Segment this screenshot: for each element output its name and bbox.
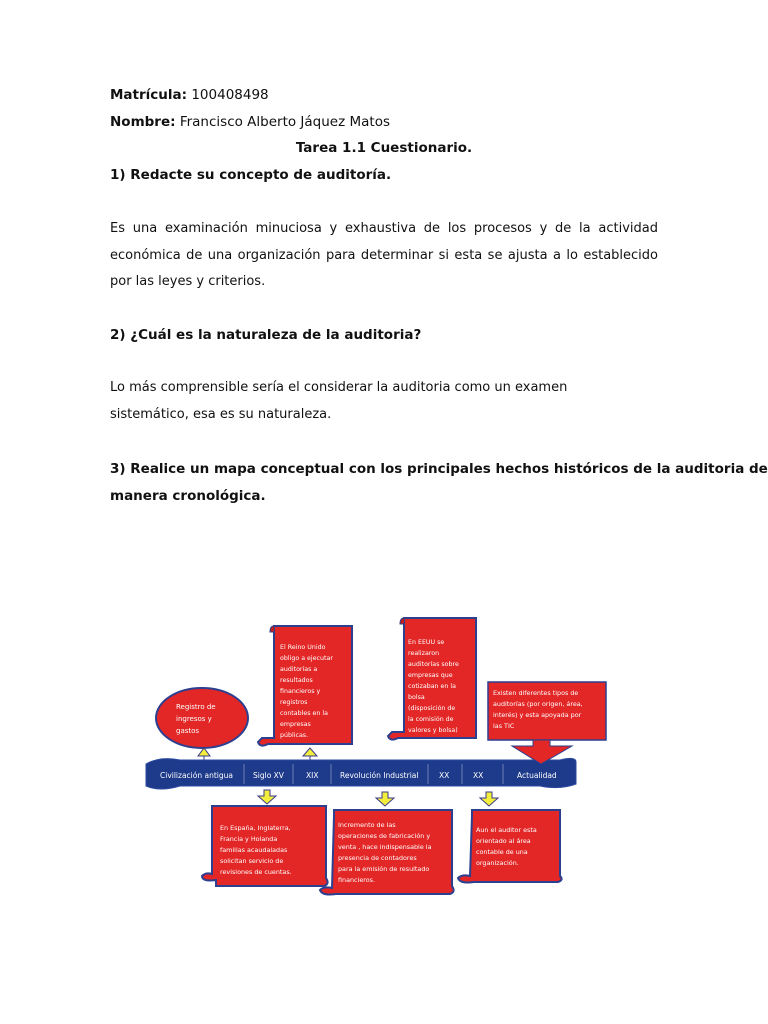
uk-text-1: obligo a ejecutar [280, 655, 333, 662]
document-title: Tarea 1.1 Cuestionario. [295, 140, 473, 156]
timeline-label-3: Revolución Industrial [340, 771, 419, 780]
actual-text-0: Existen diferentes tipos de [493, 689, 579, 697]
auditor-text-1: orientado al área [476, 837, 531, 845]
arrow-down-2 [376, 792, 394, 806]
auditor-text-2: contable de una [476, 848, 528, 856]
eeuu-text-4: cotizaban en la [408, 683, 457, 690]
question-2: 2) ¿Cuál es la naturaleza de la auditoria? [110, 327, 422, 343]
incremento-text-1: operaciones de fabricación y [338, 832, 431, 840]
uk-text-2: auditorías a [280, 666, 318, 673]
uk-text-3: resultados [280, 677, 313, 684]
scroll-auditor [458, 810, 562, 883]
ellipse-text-1: ingresos y [176, 715, 212, 723]
espana-text-0: En España, Inglaterra, [220, 824, 291, 832]
actual-text-3: las TIC [493, 722, 515, 730]
answer-1: Es una examinación minuciosa y exhaustiva de los procesos y de la actividad económica de una organización para determinar si esta se ajusta a lo establecido por las leyes y criterios. [110, 221, 658, 289]
nombre-value: Francisco Alberto Jáquez Matos [179, 114, 390, 130]
eeuu-text-5: bolsa [408, 694, 425, 701]
question-1: 1) Redacte su concepto de auditoría. [110, 167, 392, 183]
espana-text-3: solicitan servicio de [220, 857, 284, 865]
matricula-line [110, 87, 269, 103]
matricula-label: Matrícula: [110, 87, 188, 103]
ellipse-text-2: gastos [176, 727, 200, 735]
eeuu-text-2: auditorías sobre [408, 661, 459, 668]
question-3-line-1: 3) Realice un mapa conceptual con los principales hechos históricos de la auditoria de [110, 461, 768, 477]
timeline-label-2: XIX [306, 771, 319, 780]
arrow-down-3 [480, 792, 498, 806]
uk-text-6: contables en la [280, 710, 329, 717]
auditor-text-3: organización. [476, 859, 519, 867]
nombre-line [110, 114, 390, 130]
auditor-text-0: Aun el auditor esta [476, 826, 537, 834]
answer-2-line-1: Lo más comprensible sería el considerar la auditoria como un examen [110, 380, 568, 395]
uk-text-5: registros [280, 699, 308, 706]
incremento-text-5: financieros. [338, 876, 376, 884]
incremento-text-3: presencia de contadores [338, 854, 417, 862]
timeline-label-4: XX [439, 771, 450, 780]
arrow-up-1 [198, 748, 210, 761]
arrow-down-1 [258, 790, 276, 804]
eeuu-text-8: valores y bolsa) [408, 727, 458, 734]
question-3-line-2: manera cronológica. [110, 488, 266, 504]
eeuu-text-7: la comisión de [408, 716, 454, 723]
eeuu-text-1: realizaron [408, 650, 440, 657]
eeuu-text-0: En EEUU se [408, 639, 445, 646]
arrow-up-2 [303, 748, 317, 761]
espana-text-1: Francia y Holanda [220, 835, 278, 843]
timeline-label-6: Actualidad [517, 771, 557, 780]
actual-text-2: interés) y esta apoyada por [493, 711, 582, 719]
uk-text-4: financieros y [280, 688, 321, 695]
espana-text-4: revisiones de cuentas. [220, 868, 292, 876]
matricula-value: 100408498 [191, 87, 269, 103]
incremento-text-2: venta , hace indispensable la [338, 843, 432, 851]
incremento-text-4: para la emisión de resultado [338, 865, 430, 873]
actual-text-1: auditorías (por origen, área, [493, 700, 583, 708]
timeline-label-1: Siglo XV [253, 771, 284, 780]
uk-text-8: públicas. [280, 732, 309, 739]
timeline-label-5: XX [473, 771, 484, 780]
incremento-text-0: Incremento de las [338, 821, 396, 829]
espana-text-2: familias acaudaladas [220, 846, 288, 854]
uk-text-7: empresas [280, 721, 311, 728]
nombre-label: Nombre: [110, 114, 176, 130]
answer-2-line-2: sistemático, esa es su naturaleza. [110, 407, 332, 422]
eeuu-text-6: (disposición de [408, 705, 456, 712]
ellipse-text-0: Registro de [176, 703, 216, 711]
timeline-label-0: Civilización antigua [160, 771, 233, 780]
eeuu-text-3: empresas que [408, 672, 453, 679]
concept-map [140, 610, 610, 940]
uk-text-0: El Reino Unido [280, 644, 326, 651]
